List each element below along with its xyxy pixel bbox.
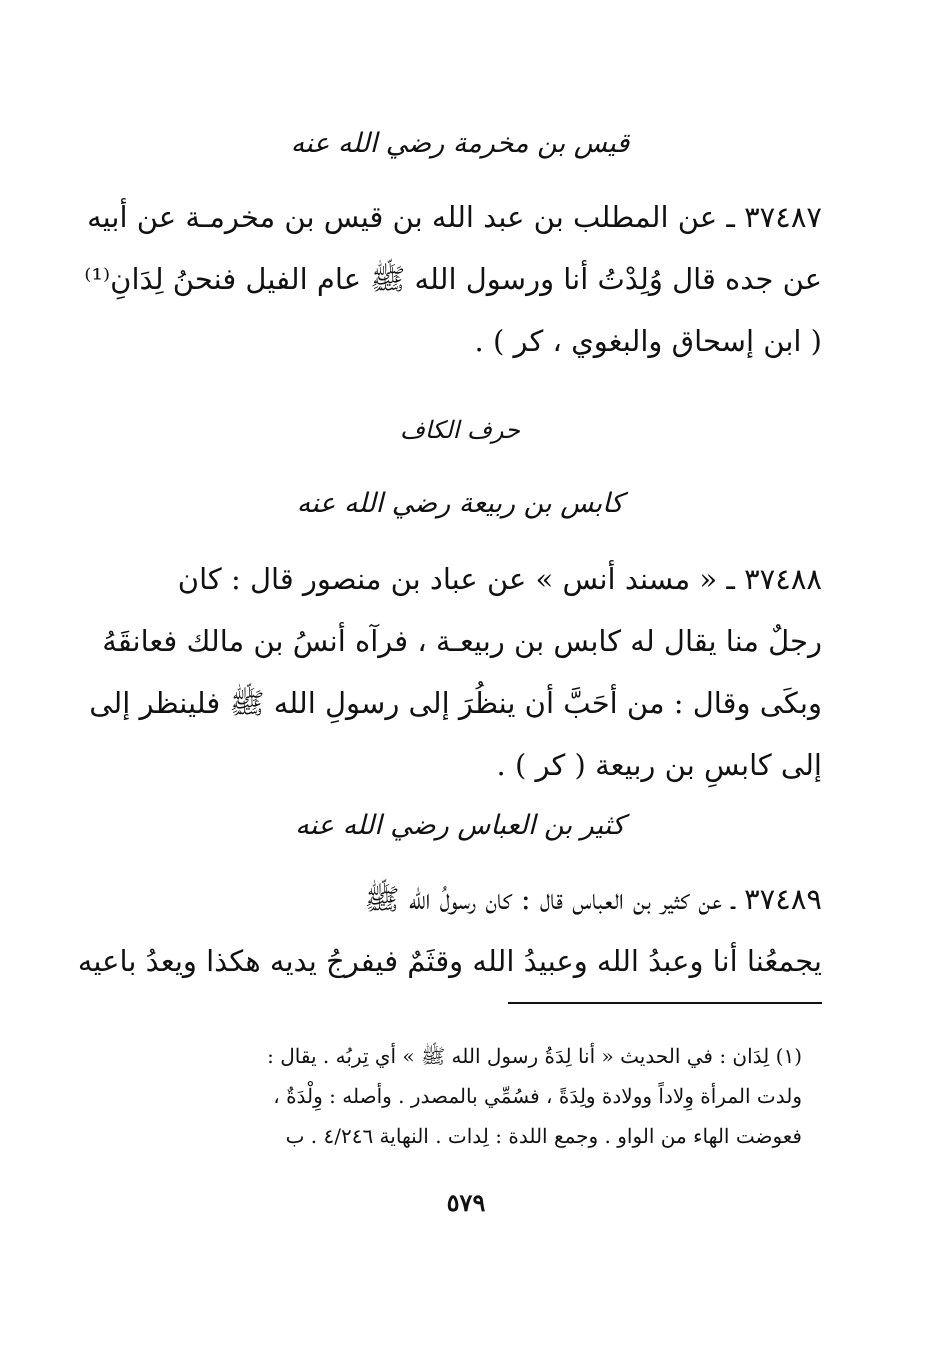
footnote	[110, 1036, 802, 1156]
page-number: ٥٧٩	[446, 1188, 486, 1217]
entry-line: وبكَى وقال : من أحَبَّ أن ينظُرَ إلى رسولِ الله ﷺ فلينظر إلى	[89, 686, 822, 720]
entry-line: إلى كابسِ بن ربيعة ( كر ) .	[496, 748, 822, 782]
hadith-entry-37489	[77, 868, 822, 992]
hadith-entry-37487	[84, 186, 822, 372]
section-heading-qays: قيس بن مخرمة رضي الله عنه	[290, 128, 630, 159]
entry-line: رجلٌ منا يقال له كابس بن ربيعـة ، فرآه أنسُ بن مالك فعانقَهُ	[102, 624, 822, 658]
entry-line: ٣٧٤٨٧ ـ عن المطلب بن عبد الله بن قيس بن مخرمـة عن أبيه	[87, 200, 822, 234]
section-heading-kabis: كابس بن ربيعة رضي الله عنه	[296, 488, 624, 519]
chapter-heading-harf-kaf: حرف الكاف	[399, 416, 520, 444]
entry-line: عن جده قال وُلِدْتُ أنا ورسول الله ﷺ عام الفيل فنحنُ لِدَانِ⁽¹⁾	[84, 262, 822, 296]
entry-line: ٣٧٤٨٨ ـ « مسند أنس » عن عباد بن منصور قال : كان	[177, 562, 822, 596]
entry-line: ٣٧٤٨٩ ـ عن كثير بن العباس قال : كان رسولُ الله ﷺ	[364, 882, 822, 916]
footnote-line: فعوضت الهاء من الواو . وجمع اللدة : لِدات . النهاية ٤/٢٤٦ . ب	[285, 1124, 802, 1148]
footnote-line: (١) لِدَان : في الحديث « أنا لِدَةُ رسول الله ﷺ » أي تِربُه . يقال :	[267, 1044, 802, 1068]
hadith-entry-37488	[89, 548, 822, 796]
entry-line: يجمعُنا أنا وعبدُ الله وعبيدُ الله وقثَمٌ فيفرجُ يديه هكذا ويعدُ باعيه	[77, 944, 822, 978]
entry-line: ( ابن إسحاق والبغوي ، كر ) .	[474, 324, 822, 358]
section-heading-kathir: كثير بن العباس رضي الله عنه	[295, 810, 625, 841]
footnote-line: ولدت المرأة وِلاداً وولادة ولِدَةً ، فسُمِّي بالمصدر . وأصله : وِلْدَةٌ ،	[273, 1084, 802, 1108]
footnote-separator	[508, 1002, 822, 1004]
